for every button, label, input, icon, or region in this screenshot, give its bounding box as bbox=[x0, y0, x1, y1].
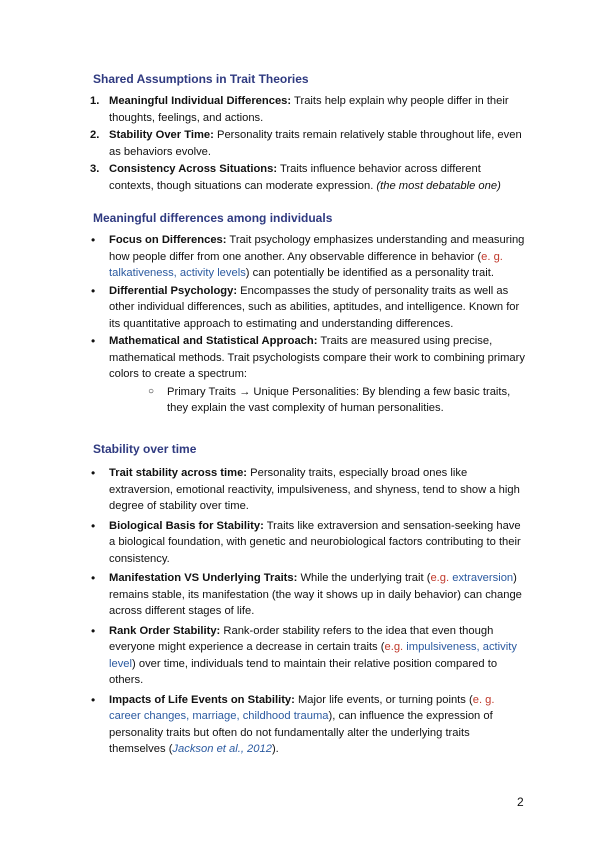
list-item: • Manifestation VS Underlying Traits: While the underlying trait (e.g. extraversion) remains stable, its manifestation (the way it shows up in daily behavior) can change across different stages of life. bbox=[91, 571, 522, 617]
item-term: Differential Psychology: bbox=[109, 284, 238, 297]
list-item bbox=[88, 465, 528, 515]
item-text: Traits influence behavior across different contexts, though situations can moderate expression. bbox=[109, 163, 481, 192]
item-text: Traits are measured using precise, mathematical methods. Trait psychologists compare their work to combining primary colors to create a spectrum: bbox=[109, 335, 525, 380]
item-term: Consistency Across Situations: bbox=[109, 163, 278, 175]
item-term: Impacts of Life Events on Stability: bbox=[109, 693, 295, 706]
item-term: Trait stability across time: bbox=[109, 467, 248, 479]
bullet-icon: • bbox=[91, 466, 96, 480]
example-text: extraversion bbox=[449, 572, 514, 584]
item-text: Traits like extraversion and sensation-seeking have a biological foundation, with genetic and neurobiological factors contributing to their consistency. bbox=[109, 519, 521, 565]
example-abbrev: e.g. bbox=[430, 572, 450, 584]
example-abbrev: e. g. bbox=[481, 250, 503, 263]
list-item: • Rank Order Stability: Rank-order stability refers to the idea that even though everyone might experience a decrease in certain traits (e.g. impulsiveness, activity level) over time, individuals tend to maintain their relative position compared to others. bbox=[91, 623, 517, 686]
bullet-icon: • bbox=[91, 692, 96, 707]
section-heading-shared-assumptions: Shared Assumptions in Trait Theories bbox=[93, 72, 309, 86]
example-text: talkativeness, activity levels bbox=[109, 267, 246, 279]
section-heading-stability-over-time: Stability over time bbox=[93, 442, 197, 456]
bullet-icon: • bbox=[91, 233, 96, 247]
item-term: Meaningful Individual Differences: bbox=[109, 95, 292, 107]
circle-bullet-icon: ○ bbox=[148, 385, 155, 397]
sub-list-item: ○ Primary Traits → Unique Personalities: By blending a few basic traits, they explain the vast complexity of human personalities. bbox=[148, 385, 511, 414]
item-term: Biological Basis for Stability: bbox=[109, 519, 264, 532]
citation: Jackson et al., 2012 bbox=[172, 743, 272, 755]
list-item: 2. Stability Over Time: Personality traits remain relatively stable throughout life, even as behaviors evolve. bbox=[90, 129, 522, 158]
item-text: Personality traits remain relatively stable throughout life, even as behaviors evolve. bbox=[109, 129, 522, 158]
example-abbrev: e.g. bbox=[384, 641, 404, 653]
list-item: 1. Meaningful Individual Differences: Traits help explain why people differ in their thoughts, feelings, and actions. bbox=[90, 95, 509, 124]
meaningful-differences-list bbox=[88, 232, 528, 418]
list-item bbox=[88, 518, 528, 568]
bullet-icon: • bbox=[91, 623, 96, 638]
list-item: • Impacts of Life Events on Stability: Major life events, or turning points (e. g. career changes, marriage, childhood trauma), can influence the expression of personality traits but often do not fundamentally alter the underlying traits themselves (Jackson et al., 2012). bbox=[91, 692, 495, 755]
item-text: Personality traits, especially broad ones like extraversion, emotional reactivity, impulsiveness, and shyness, tend to show a high degree of stability over time. bbox=[109, 467, 520, 512]
item-term: Mathematical and Statistical Approach: bbox=[109, 335, 318, 347]
list-item: 3. Consistency Across Situations: Traits influence behavior across different contexts, though situations can moderate expression. (the most debatable one) bbox=[90, 163, 501, 192]
list-item bbox=[88, 333, 528, 417]
item-text: Encompasses the study of personality traits as well as other individual differences, such as abilities, aptitudes, and intelligence. Known for its quantitative approach to estimating and understanding differences. bbox=[109, 284, 520, 330]
item-term: Manifestation VS Underlying Traits: bbox=[109, 572, 298, 584]
stability-list bbox=[88, 465, 528, 759]
item-term: Focus on Differences: bbox=[109, 234, 227, 246]
bullet-icon: • bbox=[91, 518, 96, 533]
example-text: impulsiveness, activity level bbox=[109, 641, 517, 670]
bullet-icon: • bbox=[91, 571, 96, 585]
bullet-icon: • bbox=[91, 283, 96, 298]
section-heading-meaningful-differences: Meaningful differences among individuals bbox=[93, 211, 333, 225]
item-text: Traits help explain why people differ in their thoughts, feelings, and actions. bbox=[109, 95, 509, 124]
bullet-icon: • bbox=[91, 334, 96, 348]
page-number: 2 bbox=[517, 795, 524, 809]
item-term: Rank Order Stability: bbox=[109, 624, 221, 637]
list-item bbox=[88, 283, 528, 333]
example-abbrev: e. g. bbox=[472, 693, 495, 706]
list-item: • Focus on Differences: Trait psychology emphasizes understanding and measuring how people differ from one another. Any observable difference in behavior (e. g. talkativeness, activity levels) can potentially be identified as a personality trait. bbox=[91, 233, 525, 279]
shared-assumptions-list bbox=[88, 93, 528, 195]
example-text: career changes, marriage, childhood trauma bbox=[109, 710, 329, 722]
item-term: Stability Over Time: bbox=[109, 129, 214, 141]
item-note: (the most debatable one) bbox=[376, 179, 501, 192]
